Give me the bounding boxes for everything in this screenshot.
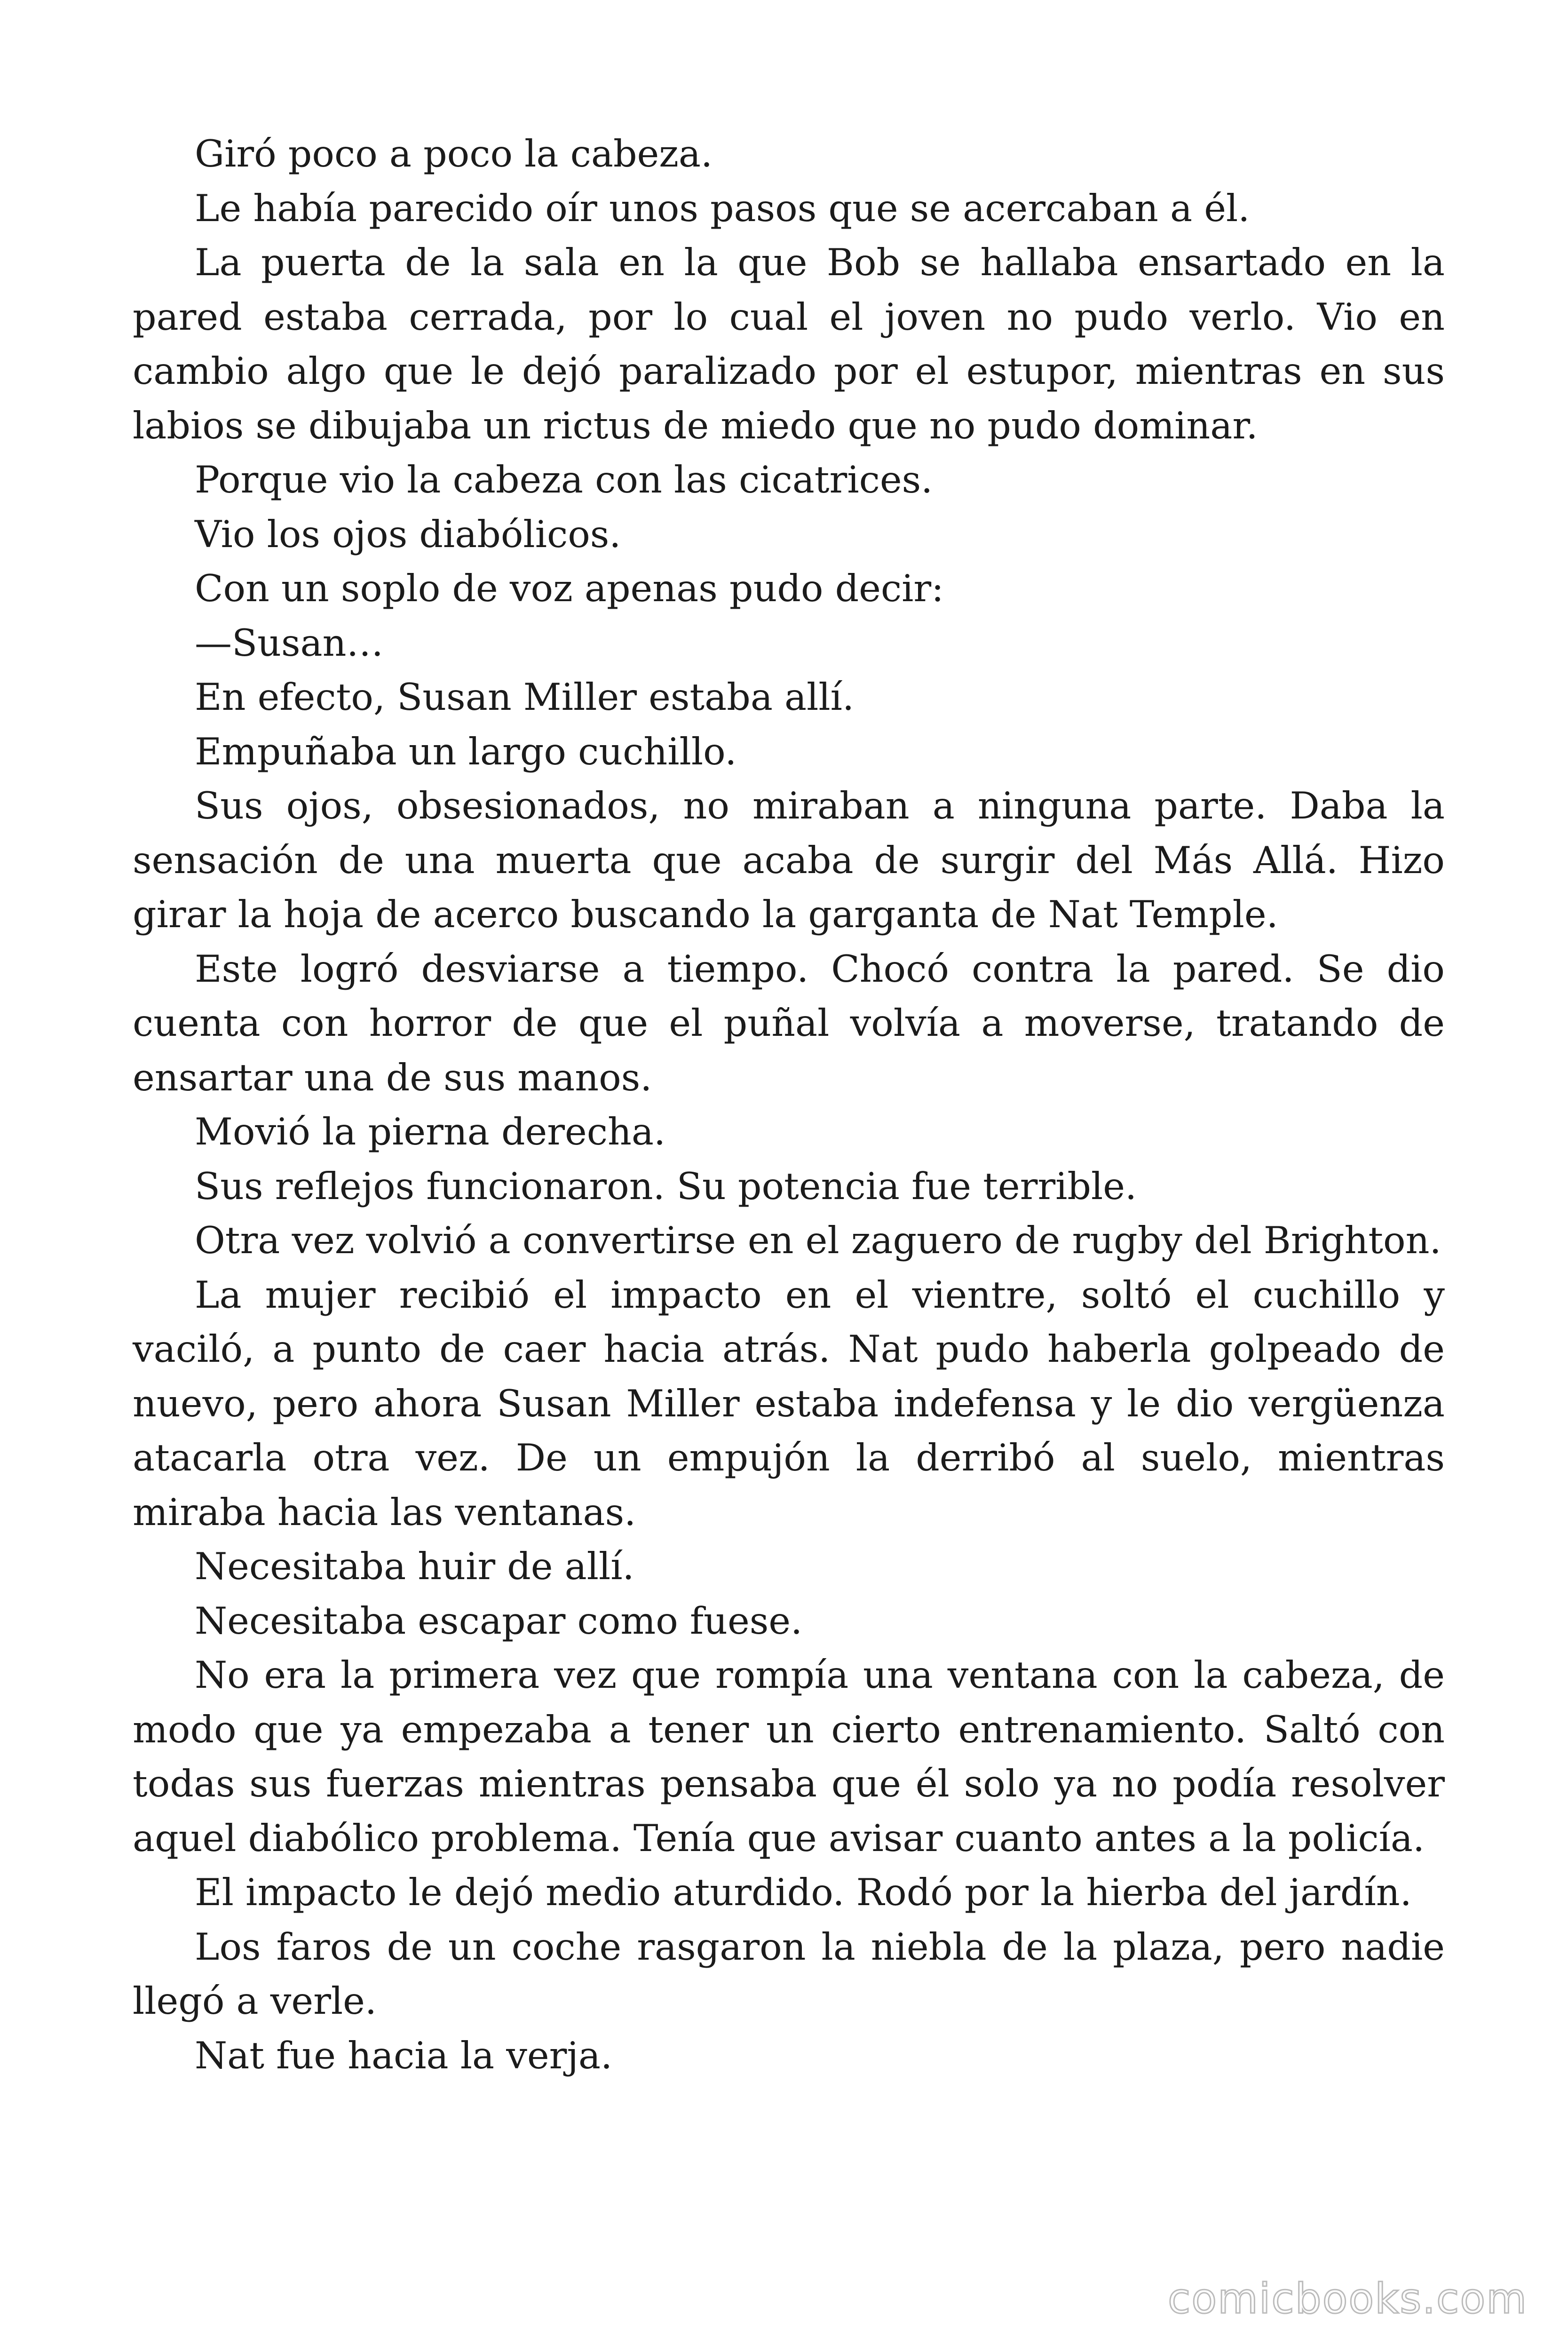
- paragraph: La puerta de la sala en la que Bob se hallaba ensartado en la pared estaba cerrada, por lo cual el joven no pudo verlo. Vio en cambio algo que le dejó paralizado por el estupor, mientras en sus labios se dibujaba un rictus de miedo que no pudo dominar.: [133, 241, 1445, 447]
- paragraph: Giró poco a poco la cabeza.: [195, 132, 713, 175]
- paragraph: Empuñaba un largo cuchillo.: [195, 730, 737, 773]
- watermark: comicbooks.com: [1167, 2274, 1528, 2323]
- paragraph: Le había parecido oír unos pasos que se acercaban a él.: [195, 186, 1250, 230]
- paragraph: Movió la pierna derecha.: [195, 1110, 666, 1153]
- paragraph: La mujer recibió el impacto en el vientre, soltó el cuchillo y vaciló, a punto de caer hacia atrás. Nat pudo haberla golpeado de nuevo, pero ahora Susan Miller estaba indefensa y le dio vergüenza atacarla otra vez. De un empujón la derribó al suelo, mientras miraba hacia las ventanas.: [133, 1273, 1445, 1534]
- paragraph: Sus ojos, obsesionados, no miraban a ninguna parte. Daba la sensación de una muerta que acaba de surgir del Más Allá. Hizo girar la hoja de acerco buscando la garganta de Nat Temple.: [133, 784, 1445, 936]
- paragraph: Vio los ojos diabólicos.: [195, 512, 621, 556]
- paragraph: El impacto le dejó medio aturdido. Rodó por la hierba del jardín.: [195, 1871, 1412, 1914]
- paragraph: Necesitaba huir de allí.: [195, 1545, 634, 1588]
- paragraph: Nat fue hacia la verja.: [195, 2034, 613, 2077]
- paragraph: —Susan…: [195, 621, 384, 665]
- paragraph: Otra vez volvió a convertirse en el zaguero de rugby del Brighton.: [195, 1219, 1441, 1262]
- paragraph: En efecto, Susan Miller estaba allí.: [195, 675, 855, 719]
- paragraph: Los faros de un coche rasgaron la niebla de la plaza, pero nadie llegó a verle.: [133, 1925, 1445, 2023]
- paragraph: Sus reflejos funcionaron. Su potencia fue terrible.: [195, 1164, 1137, 1208]
- body-text: [133, 127, 1445, 2083]
- paragraph: Este logró desviarse a tiempo. Chocó contra la pared. Se dio cuenta con horror de que el puñal volvía a moverse, tratando de ensartar una de sus manos.: [133, 947, 1445, 1099]
- paragraph: Porque vio la cabeza con las cicatrices.: [195, 458, 933, 501]
- paragraph: No era la primera vez que rompía una ventana con la cabeza, de modo que ya empezaba a tener un cierto entrenamiento. Saltó con todas sus fuerzas mientras pensaba que él solo ya no podía resolver aquel diabólico problema. Tenía que avisar cuanto antes a la policía.: [133, 1653, 1445, 1860]
- paragraph: Necesitaba escapar como fuese.: [195, 1599, 803, 1643]
- paragraph: Con un soplo de voz apenas pudo decir:: [195, 567, 944, 610]
